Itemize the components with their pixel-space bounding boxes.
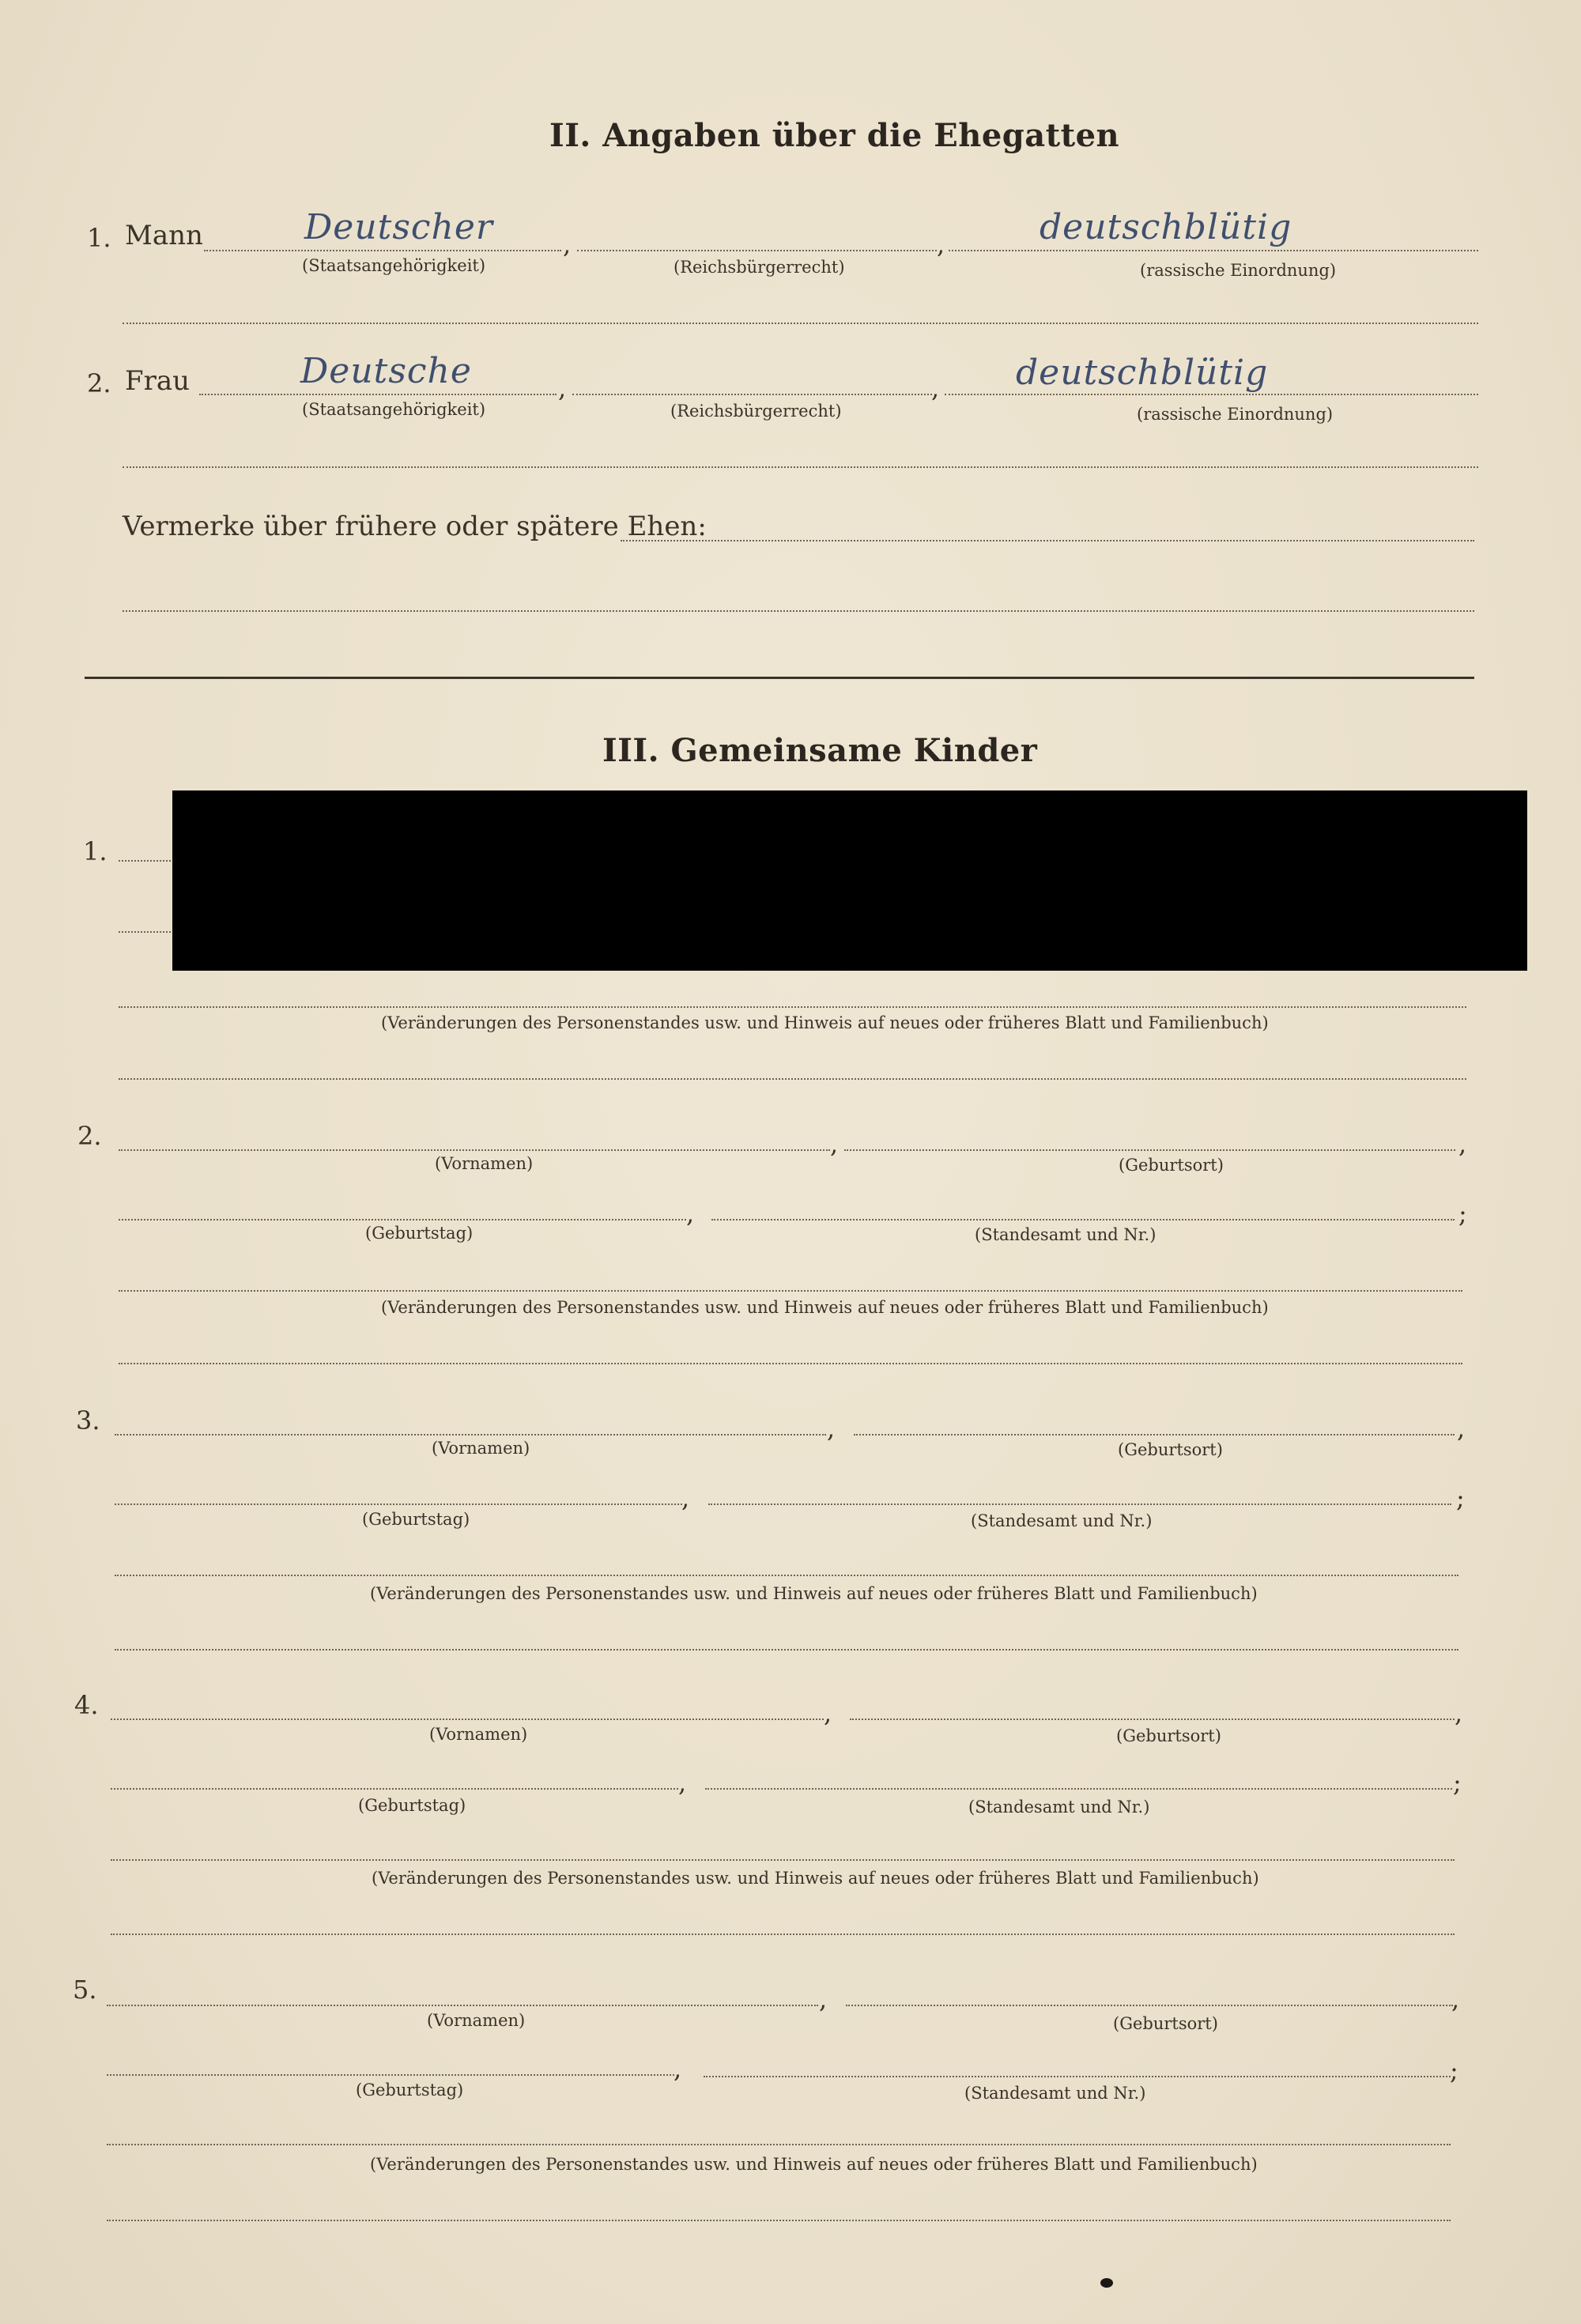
child-2-number: 2. <box>77 1121 102 1151</box>
child-2-vornamen-line[interactable] <box>119 1149 830 1151</box>
child-1-changes-caption: (Veränderungen des Personenstandes usw. und Hinweis auf neues oder früheres Blatt und Familienbuch) <box>381 1013 1269 1032</box>
semicolon: ; <box>1453 1768 1462 1798</box>
semicolon: ; <box>1450 2055 1458 2085</box>
child-2-standesamt-line[interactable] <box>711 1219 1455 1220</box>
mann-staat-handwriting: Deutscher <box>304 207 493 247</box>
child-5-standesamt-line[interactable] <box>704 2076 1451 2077</box>
comma: , <box>1455 1698 1463 1728</box>
child-5-geburtstag-line[interactable] <box>107 2074 674 2076</box>
caption-vornamen: (Vornamen) <box>432 1439 530 1458</box>
comma: , <box>827 1413 836 1443</box>
child-5-number: 5. <box>73 1975 97 2005</box>
caption-rassische-einordnung: (rassische Einordnung) <box>1140 261 1337 280</box>
frau-staat-handwriting: Deutsche <box>300 351 472 391</box>
child-1-line[interactable] <box>119 860 174 862</box>
child-2-geburtstag-line[interactable] <box>119 1219 686 1220</box>
child-4-number: 4. <box>74 1690 99 1720</box>
comma: , <box>937 229 945 259</box>
mann-reich-line[interactable] <box>577 250 937 251</box>
caption-geburtstag: (Geburtstag) <box>358 1796 466 1815</box>
child-3-geburtstag-line[interactable] <box>115 1503 682 1505</box>
caption-standesamt: (Standesamt und Nr.) <box>975 1225 1157 1244</box>
frau-number: 2. <box>87 368 111 398</box>
caption-staatsangehoerigkeit: (Staatsangehörigkeit) <box>302 256 486 275</box>
section-2-heading: II. Angaben über die Ehegatten <box>549 117 1120 154</box>
child-5-vornamen-line[interactable] <box>107 2005 818 2006</box>
frau-label: Frau <box>125 365 191 397</box>
caption-geburtsort: (Geburtsort) <box>1113 2014 1218 2033</box>
frau-reich-line[interactable] <box>572 394 932 395</box>
comma: , <box>681 1483 690 1513</box>
comma: , <box>678 1768 687 1798</box>
caption-reichsbuergerrecht: (Reichsbürgerrecht) <box>670 402 842 421</box>
child-2-changes-caption: (Veränderungen des Personenstandes usw. und Hinweis auf neues oder früheres Blatt und Familienbuch) <box>381 1298 1269 1317</box>
section-3-heading: III. Gemeinsame Kinder <box>602 732 1038 769</box>
child-3-line[interactable] <box>115 1575 1458 1576</box>
caption-vornamen: (Vornamen) <box>435 1154 534 1173</box>
child-4-standesamt-line[interactable] <box>705 1788 1452 1790</box>
comma: , <box>1451 1984 1460 2014</box>
frau-rasse-handwriting: deutschblütig <box>1016 353 1269 393</box>
mann-rasse-line[interactable] <box>949 250 1478 251</box>
ink-blot <box>1100 2278 1113 2288</box>
child-4-changes-caption: (Veränderungen des Personenstandes usw. und Hinweis auf neues oder früheres Blatt und Familienbuch) <box>372 1869 1259 1888</box>
caption-geburtstag: (Geburtstag) <box>365 1224 474 1243</box>
child-4-vornamen-line[interactable] <box>111 1718 824 1720</box>
child-2-geburtsort-line[interactable] <box>844 1149 1455 1151</box>
child-1-line[interactable] <box>119 1006 1466 1008</box>
caption-rassische-einordnung: (rassische Einordnung) <box>1137 405 1334 424</box>
child-3-line[interactable] <box>115 1649 1458 1651</box>
frau-rasse-line[interactable] <box>945 394 1478 395</box>
comma: , <box>1457 1413 1466 1443</box>
mann-extra-line[interactable] <box>123 323 1478 324</box>
child-3-standesamt-line[interactable] <box>708 1503 1451 1505</box>
child-5-changes-caption: (Veränderungen des Personenstandes usw. und Hinweis auf neues oder früheres Blatt und Familienbuch) <box>370 2155 1258 2174</box>
child-2-line[interactable] <box>119 1363 1462 1364</box>
comma: , <box>686 1198 695 1228</box>
comma: , <box>824 1698 832 1728</box>
caption-vornamen: (Vornamen) <box>427 2011 526 2030</box>
child-1-line[interactable] <box>119 931 174 933</box>
child-3-number: 3. <box>76 1405 100 1436</box>
frau-extra-line[interactable] <box>123 466 1478 468</box>
comma: , <box>558 373 567 403</box>
comma: , <box>674 2054 682 2084</box>
child-3-geburtsort-line[interactable] <box>854 1434 1455 1436</box>
semicolon: ; <box>1456 1483 1465 1513</box>
child-5-geburtsort-line[interactable] <box>846 2005 1453 2006</box>
child-1-number: 1. <box>83 836 108 866</box>
mann-staat-line[interactable] <box>204 250 561 251</box>
child-3-vornamen-line[interactable] <box>115 1434 826 1436</box>
vermerke-line-2[interactable] <box>123 610 1474 612</box>
mann-number: 1. <box>87 223 111 253</box>
vermerke-label: Vermerke über frühere oder spätere Ehen: <box>123 511 707 542</box>
frau-staat-line[interactable] <box>199 394 557 395</box>
comma: , <box>1458 1129 1467 1159</box>
child-2-line[interactable] <box>119 1290 1462 1292</box>
child-3-changes-caption: (Veränderungen des Personenstandes usw. und Hinweis auf neues oder früheres Blatt und Familienbuch) <box>370 1584 1258 1603</box>
caption-standesamt: (Standesamt und Nr.) <box>971 1511 1153 1530</box>
child-5-line[interactable] <box>107 2220 1451 2221</box>
child-1-line[interactable] <box>119 1078 1466 1080</box>
comma: , <box>830 1129 839 1159</box>
caption-geburtstag: (Geburtstag) <box>356 2081 464 2100</box>
section-divider <box>85 677 1474 679</box>
comma: , <box>563 229 572 259</box>
child-4-line[interactable] <box>111 1934 1455 1935</box>
child-4-geburtstag-line[interactable] <box>111 1788 678 1790</box>
child-4-geburtsort-line[interactable] <box>850 1718 1455 1720</box>
caption-geburtsort: (Geburtsort) <box>1116 1726 1221 1745</box>
semicolon: ; <box>1458 1198 1467 1228</box>
child-5-line[interactable] <box>107 2144 1451 2145</box>
child-4-line[interactable] <box>111 1859 1455 1861</box>
caption-reichsbuergerrecht: (Reichsbürgerrecht) <box>674 258 845 277</box>
mann-label: Mann <box>125 220 203 251</box>
caption-geburtstag: (Geburtstag) <box>362 1510 470 1529</box>
comma: , <box>819 1984 828 2014</box>
caption-staatsangehoerigkeit: (Staatsangehörigkeit) <box>302 400 486 419</box>
comma: , <box>931 373 940 403</box>
vermerke-line-1[interactable] <box>621 540 1474 541</box>
caption-geburtsort: (Geburtsort) <box>1118 1440 1223 1459</box>
caption-geburtsort: (Geburtsort) <box>1119 1156 1224 1175</box>
caption-standesamt: (Standesamt und Nr.) <box>968 1798 1150 1817</box>
caption-standesamt: (Standesamt und Nr.) <box>964 2084 1146 2103</box>
caption-vornamen: (Vornamen) <box>429 1725 528 1744</box>
mann-rasse-handwriting: deutschblütig <box>1040 207 1292 247</box>
redaction-block <box>172 790 1527 971</box>
